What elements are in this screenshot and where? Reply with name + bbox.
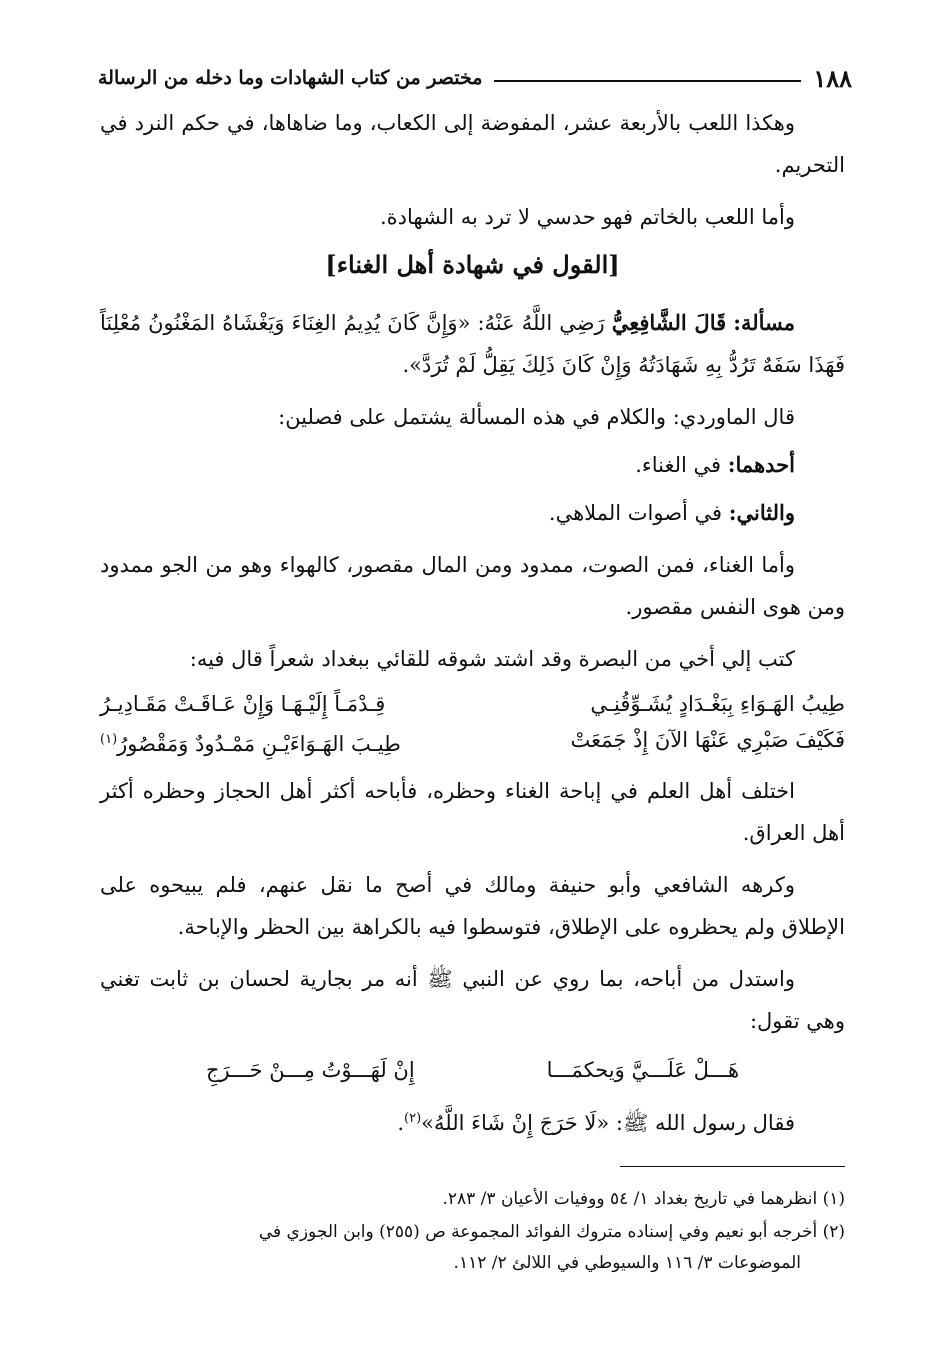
verse-second-hemistich: قِـدْمَـاً إِلَيْـهَـا وَإِنْ عَـاقَـتْ مَقَـادِيـرُ (100, 692, 386, 716)
paragraph: واستدل من أباحه، بما روي عن النبي ﷺ أنه مر بجارية لحسان بن ثابت تغني وهي تقول: (100, 967, 845, 1033)
paragraph: كتب إلي أخي من البصرة وقد اشتد شوقه للقائي ببغداد شعراً قال فيه: (189, 647, 795, 671)
paragraph: وأما الغناء، فمن الصوت، ممدود ومن المال مقصور، كالهواء وهو من الجو ممدود ومن هوى النفس مقصور. (100, 553, 845, 619)
paragraph (100, 444, 845, 486)
verse-second-hemistich: إِنْ لَهَـــوْتُ مِـــنْ حَـــرَجِ (205, 1058, 415, 1082)
paragraph: قال الماوردي: والكلام في هذه المسألة يشتمل على فصلين: (278, 405, 795, 429)
main-text (100, 102, 845, 1154)
short-verse (100, 1048, 845, 1092)
footnote-text: انظرهما في تاريخ بغداد ١/ ٥٤ ووفيات الأعيان ٣/ ٢٨٣. (442, 1189, 818, 1209)
page-header (98, 58, 852, 98)
masala-text: رَضِي اللَّهُ عَنْهُ: «وَإِنَّ كَانَ يُدِيمُ الغِنَاءَ وَيَغْشَاهُ المَغْنُونُ مُعْلِنَاً فَهَذَا سَفَهٌ تَرُدُّ بِهِ شَهَادَتُهُ وَإِنْ كَانَ ذَلِكَ يَقِلُّ لَمْ تُرَدَّ». (100, 311, 845, 377)
paragraph: وكرهه الشافعي وأبو حنيفة ومالك في أصح ما نقل عنهم، فلم يبيحوه على الإطلاق ولم يحظروه على الإطلاق، فتوسطوا فيه بالكراهة بين الحظر والإباحة. (100, 873, 845, 939)
footnote-number: (٢) (822, 1222, 845, 1242)
page-number: ١٨٨ (813, 63, 852, 93)
verse-first-hemistich: هَـــلْ عَلَـــيَّ وَيحكمَـــا (546, 1058, 740, 1082)
masala-label: مسألة: (733, 310, 795, 335)
footnote-number: (١) (822, 1189, 845, 1209)
footnote (100, 1217, 845, 1279)
verse-first-hemistich: طِيبُ الهَـوَاءِ بِبَغْـدَادٍ يُشَـوِّقُنِـي (590, 692, 845, 716)
second-section-label: والثاني: (728, 500, 795, 525)
poem-verses (100, 686, 845, 762)
footnote-rule (620, 1166, 845, 1167)
section-heading: [القول في شهادة أهل الغناء] (325, 250, 620, 279)
verse-text: طِيـبَ الهَـوَاءَيْـنِ مَمْـدُودٌ وَمَقْصُورُ (117, 732, 401, 756)
masala-paragraph (100, 302, 845, 386)
first-section-label: أحدهما: (727, 452, 795, 477)
first-section-text: في الغناء. (635, 453, 722, 477)
paragraph (100, 1098, 845, 1144)
paragraph: وأما اللعب بالخاتم فهو حدسي لا ترد به الشهادة. (380, 205, 795, 229)
masala-speaker: قَالَ الشَّافِعِيُّ (611, 310, 727, 335)
punctuation: . (397, 1111, 405, 1135)
second-section-text: في أصوات الملاهي. (548, 501, 723, 525)
paragraph (100, 492, 845, 534)
footnote-ref: (١) (100, 732, 118, 747)
paragraph: اختلف أهل العلم في إباحة الغناء وحظره، فأباحه أكثر أهل الحجاز وحظره أكثر أهل العراق. (100, 779, 845, 845)
header-rule (494, 80, 801, 82)
footnote-ref: (٢) (404, 1111, 422, 1126)
footnote-text: أخرجه أبو نعيم وفي إسناده متروك الفوائد المجموعة ص (٢٥٥) وابن الجوزي في (258, 1222, 818, 1242)
verse-first-hemistich: فَكَيْفَ صَبْرِي عَنْهَا الآنَ إِذْ جَمَعَتْ (570, 728, 845, 752)
verse-line (100, 686, 845, 722)
footnote-continuation: الموضوعات ٣/ ١١٦ والسيوطي في اللالئ ٢/ ١١٢. (453, 1253, 801, 1273)
running-title: مختصر من كتاب الشهادات وما دخله من الرسالة (98, 67, 483, 89)
footnotes (100, 1184, 845, 1281)
verse-line (100, 722, 845, 762)
verse-second-hemistich (100, 722, 401, 762)
hadith-text: فقال رسول الله ﷺ: «لَا حَرَجَ إِنْ شَاءَ اللَّهُ» (421, 1111, 795, 1135)
paragraph: وهكذا اللعب بالأربعة عشر، المفوضة إلى الكعاب، وما ضاهاها، في حكم النرد في التحريم. (100, 111, 845, 177)
footnote (100, 1184, 845, 1215)
